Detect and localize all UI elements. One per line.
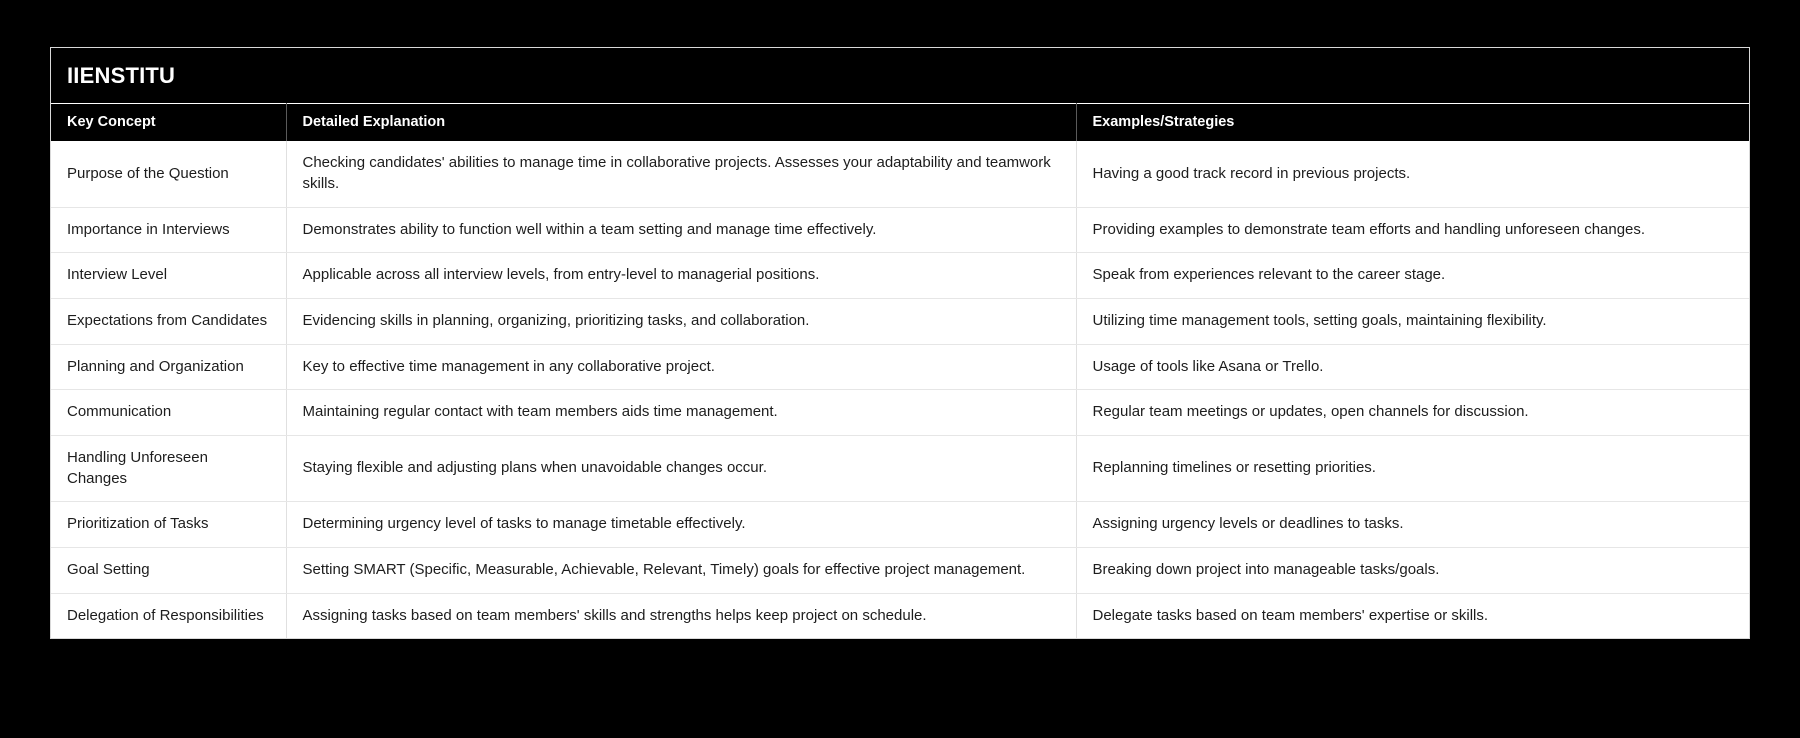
table-row [51, 390, 1750, 436]
column-header-key-concept: Key Concept [51, 104, 286, 142]
cell-detailed-explanation: Checking candidates' abilities to manage time in collaborative projects. Assesses your adaptability and teamwork skills. [286, 141, 1076, 207]
brand-bar [51, 48, 1749, 103]
key-concepts-table [51, 103, 1750, 638]
cell-key-concept: Prioritization of Tasks [51, 502, 286, 548]
cell-detailed-explanation: Assigning tasks based on team members' skills and strengths helps keep project on schedule. [286, 593, 1076, 638]
table-card [50, 47, 1750, 639]
cell-key-concept: Goal Setting [51, 548, 286, 594]
table-header-row [51, 104, 1750, 142]
cell-key-concept: Purpose of the Question [51, 141, 286, 207]
cell-detailed-explanation: Staying flexible and adjusting plans when unavoidable changes occur. [286, 436, 1076, 502]
table-row [51, 548, 1750, 594]
cell-examples-strategies: Having a good track record in previous projects. [1076, 141, 1750, 207]
cell-detailed-explanation: Evidencing skills in planning, organizing, prioritizing tasks, and collaboration. [286, 298, 1076, 344]
cell-detailed-explanation: Determining urgency level of tasks to manage timetable effectively. [286, 502, 1076, 548]
cell-examples-strategies: Delegate tasks based on team members' expertise or skills. [1076, 593, 1750, 638]
table-row [51, 207, 1750, 253]
table-header [51, 104, 1750, 142]
cell-detailed-explanation: Maintaining regular contact with team members aids time management. [286, 390, 1076, 436]
cell-key-concept: Interview Level [51, 253, 286, 299]
cell-detailed-explanation: Applicable across all interview levels, from entry-level to managerial positions. [286, 253, 1076, 299]
table-row [51, 253, 1750, 299]
cell-examples-strategies: Providing examples to demonstrate team efforts and handling unforeseen changes. [1076, 207, 1750, 253]
cell-detailed-explanation: Demonstrates ability to function well within a team setting and manage time effectively. [286, 207, 1076, 253]
brand-title: IIENSTITU [67, 63, 176, 88]
cell-examples-strategies: Replanning timelines or resetting priorities. [1076, 436, 1750, 502]
cell-key-concept: Planning and Organization [51, 344, 286, 390]
cell-key-concept: Delegation of Responsibilities [51, 593, 286, 638]
column-header-examples-strategies: Examples/Strategies [1076, 104, 1750, 142]
table-row [51, 141, 1750, 207]
table-row [51, 502, 1750, 548]
cell-examples-strategies: Utilizing time management tools, setting goals, maintaining flexibility. [1076, 298, 1750, 344]
cell-key-concept: Communication [51, 390, 286, 436]
cell-examples-strategies: Speak from experiences relevant to the career stage. [1076, 253, 1750, 299]
cell-key-concept: Expectations from Candidates [51, 298, 286, 344]
cell-detailed-explanation: Key to effective time management in any collaborative project. [286, 344, 1076, 390]
cell-key-concept: Importance in Interviews [51, 207, 286, 253]
cell-key-concept: Handling Unforeseen Changes [51, 436, 286, 502]
table-row [51, 593, 1750, 638]
column-header-detailed-explanation: Detailed Explanation [286, 104, 1076, 142]
table-row [51, 298, 1750, 344]
table-row [51, 436, 1750, 502]
table-row [51, 344, 1750, 390]
table-body [51, 141, 1750, 638]
cell-examples-strategies: Usage of tools like Asana or Trello. [1076, 344, 1750, 390]
cell-examples-strategies: Regular team meetings or updates, open channels for discussion. [1076, 390, 1750, 436]
cell-examples-strategies: Assigning urgency levels or deadlines to tasks. [1076, 502, 1750, 548]
cell-detailed-explanation: Setting SMART (Specific, Measurable, Achievable, Relevant, Timely) goals for effective project management. [286, 548, 1076, 594]
cell-examples-strategies: Breaking down project into manageable tasks/goals. [1076, 548, 1750, 594]
